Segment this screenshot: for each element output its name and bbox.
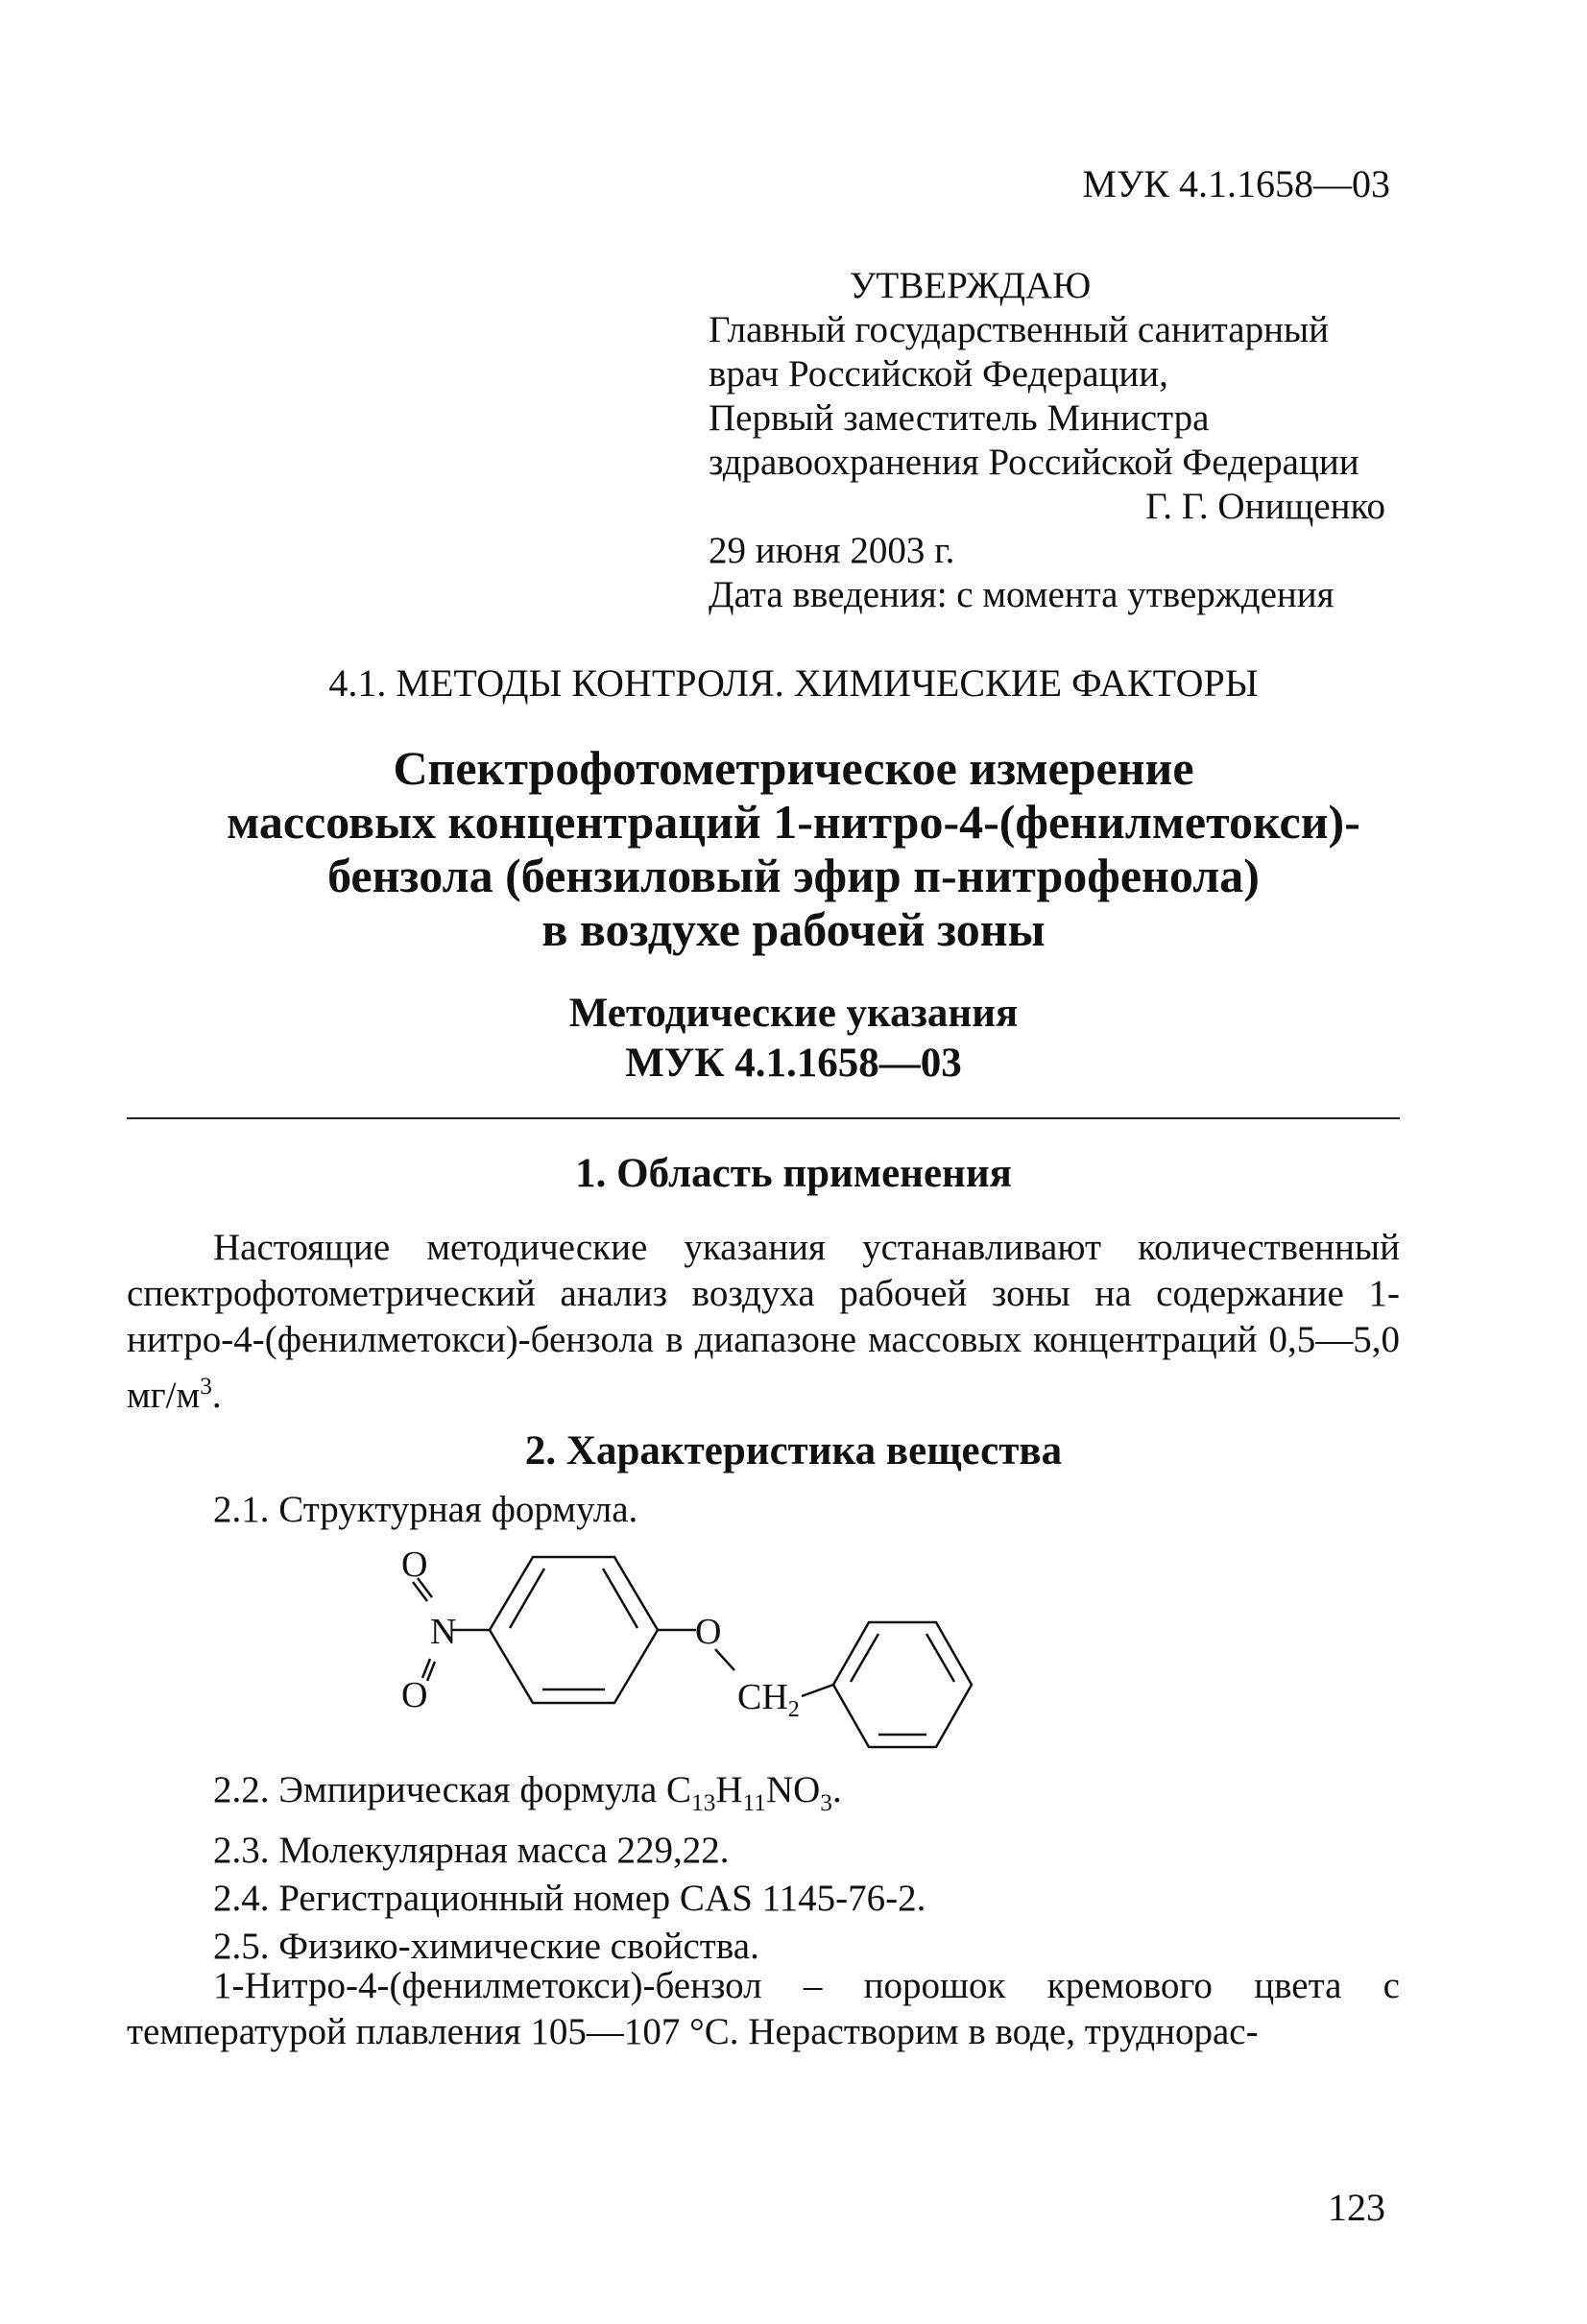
title-line: массовых концентраций 1-нитро-4-(фенилметокси)- bbox=[227, 795, 1360, 849]
document-subtitle bbox=[0, 989, 1587, 1089]
section1-paragraph bbox=[127, 1225, 1400, 1419]
nitrogen-label: N bbox=[430, 1612, 457, 1652]
section-heading: 4.1. МЕТОДЫ КОНТРОЛЯ. ХИМИЧЕСКИЕ ФАКТОРЫ bbox=[328, 661, 1259, 705]
title-line: Спектрофотометрическое измерение bbox=[393, 741, 1194, 795]
title-line: бензола (бензиловый эфир п-нитрофенола) bbox=[327, 849, 1260, 902]
section2-heading: 2. Характеристика вещества bbox=[524, 1428, 1063, 1473]
physchem-properties-label: 2.5. Физико-химические свойства. bbox=[213, 1925, 759, 1967]
ether-oxygen-label: O bbox=[695, 1612, 722, 1652]
approval-line: врач Российской Федерации, bbox=[709, 353, 1168, 395]
section2-paragraph: 1-Нитро-4-(фенилметокси)-бензол – порошок кремового цвета с температурой плавления 105—107 °С. Нерастворим в воде, труднорас- bbox=[127, 1965, 1400, 2052]
structural-formula-diagram bbox=[384, 1536, 1152, 1757]
approval-line: здравоохранения Российской Федерации bbox=[709, 442, 1359, 483]
cas-number: 2.4. Регистрационный номер CAS 1145-76-2. bbox=[213, 1877, 926, 1919]
section1-heading: 1. Область применения bbox=[575, 1151, 1012, 1196]
section1-text: Настоящие методические указания устанавливают количественный спектрофотометрический анализ воздуха рабочей зоны на содержание 1-нитро-4-(фенилметокси)-бензола в диапазоне массовых концентраций 0,5—5,0 мг/м bbox=[127, 1227, 1400, 1416]
title-line: в воздухе рабочей зоны bbox=[541, 902, 1046, 956]
approval-block bbox=[709, 264, 1400, 617]
document-code: МУК 4.1.1658—03 bbox=[1082, 162, 1390, 205]
properties-list bbox=[213, 1766, 926, 1971]
approval-date: 29 июня 2003 г. bbox=[709, 530, 955, 571]
methylene-label: $CH_2$ bbox=[737, 1677, 800, 1722]
oxygen-label: O bbox=[401, 1675, 428, 1715]
approval-heading: УТВЕРЖДАЮ bbox=[849, 265, 1092, 306]
period: . bbox=[211, 1375, 222, 1416]
horizontal-rule bbox=[127, 1117, 1400, 1119]
approval-signer: Г. Г. Онищенко bbox=[1145, 486, 1385, 527]
molecular-mass: 2.3. Молекулярная масса 229,22. bbox=[213, 1829, 730, 1871]
empirical-formula: 2.2. Эмпирическая формула $C_{13}H_{11}NO_3$. bbox=[213, 1769, 842, 1816]
subtitle-line: МУК 4.1.1658—03 bbox=[625, 1041, 962, 1086]
introduction-date: Дата введения: с момента утверждения bbox=[709, 574, 1335, 615]
approval-line: Главный государственный санитарный bbox=[709, 309, 1330, 350]
superscript: 3 bbox=[200, 1373, 212, 1400]
approval-line: Первый заместитель Министра bbox=[709, 397, 1210, 439]
document-title bbox=[0, 741, 1587, 956]
oxygen-label: O bbox=[401, 1545, 428, 1585]
page-number: 123 bbox=[1328, 2186, 1385, 2229]
subtitle-line: Методические указания bbox=[568, 991, 1019, 1036]
structural-formula-label: 2.1. Структурная формула. bbox=[213, 1489, 638, 1530]
